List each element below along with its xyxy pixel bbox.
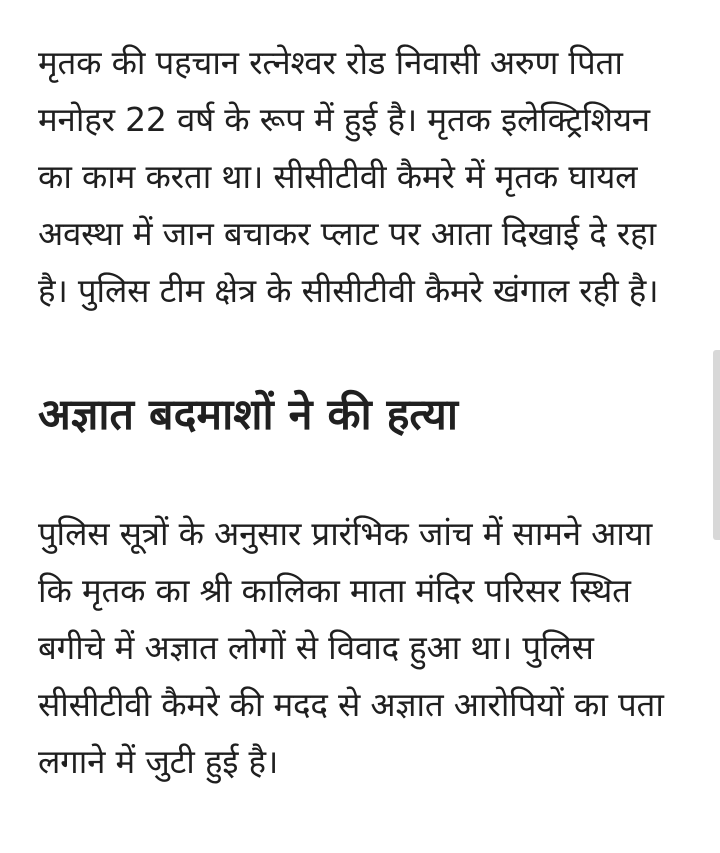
article-paragraph-2: पुलिस सूत्रों के अनुसार प्रारंभिक जांच में सामने आया कि मृतक का श्री कालिका माता मंदिर परिसर स्थित बगीचे में अज्ञात लोगों से विवाद हुआ था। पुलिस सीसीटीवी कैमरे की मदद से अज्ञात आरोपियों का पता लगाने में जुटी हुई है। (38, 514, 664, 781)
article-paragraph-1: मृतक की पहचान रत्नेश्वर रोड निवासी अरुण पिता मनोहर 22 वर्ष के रूप में हुई है। मृतक इलेक्ट्रिशियन का काम करता था। सीसीटीवी कैमरे में मृतक घायल अवस्था में जान बचाकर प्लाट पर आता दिखाई दे रहा है। पुलिस टीम क्षेत्र के सीसीटीवी कैमरे खंगाल रही है। (38, 43, 659, 310)
section-heading: अज्ञात बदमाशों ने की हत्या (38, 390, 458, 440)
scrollbar-thumb[interactable] (713, 350, 720, 540)
article-body (38, 34, 688, 790)
